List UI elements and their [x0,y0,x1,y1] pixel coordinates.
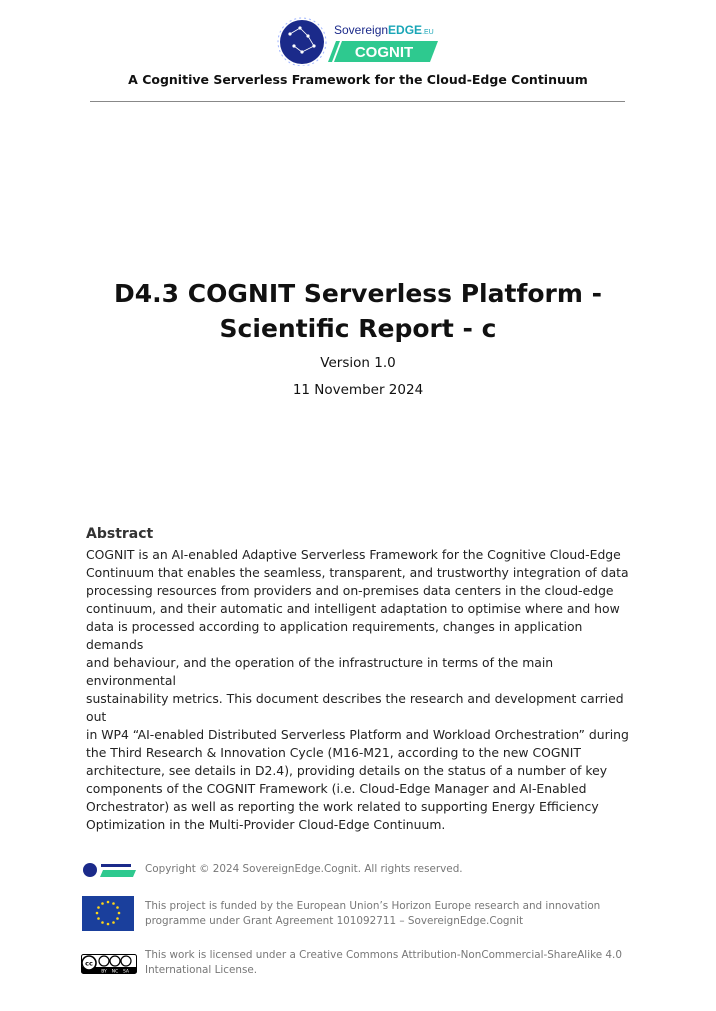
abstract-heading: Abstract [86,526,154,542]
abstract-line: components of the COGNIT Framework (i.e. Cloud-Edge Manager and AI-Enabled [86,781,587,796]
logo-cognit-text: COGNIT [354,44,414,61]
abstract-body [86,546,632,834]
title-line-2: Scientific Report - c [219,314,497,343]
funding-line-2: programme under Grant Agreement 101092711 – SovereignEdge.Cognit [145,915,524,927]
svg-text:SA: SA [122,969,130,974]
svg-text:SovereignEDGE.EU: SovereignEDGE.EU [334,23,434,37]
footer-funding [145,899,600,929]
abstract-line: and behaviour, and the operation of the infrastructure in terms of the main environmental [86,655,554,688]
sovereignedge-cognit-logo [276,16,442,66]
footer-license [145,948,622,978]
abstract-line: Continuum that enables the seamless, transparent, and trustworthy integration of data [86,565,629,580]
logo-graphic [276,16,442,66]
abstract-line: continuum, and their automatic and intelligent adaptation to optimise where and how [86,601,620,616]
svg-text:NC: NC [111,969,119,974]
svg-text:cc: cc [85,959,93,968]
abstract-line: architecture, see details in D2.4), providing details on the status of a number of key [86,763,608,778]
document-version: Version 1.0 [320,355,396,371]
funding-line-1: This project is funded by the European Union’s Horizon Europe research and innovation [145,900,601,912]
abstract-line: Optimization in the Multi-Provider Cloud-Edge Continuum. [86,817,446,832]
svg-text:BY: BY [101,969,107,974]
abstract-line: COGNIT is an AI-enabled Adaptive Serverless Framework for the Cognitive Cloud-Edge [86,547,621,562]
eu-flag-icon [82,896,134,931]
cc-license-badge [81,954,137,974]
abstract-line: Orchestrator) as well as reporting the work related to supporting Energy Efficiency [86,799,599,814]
abstract-line: processing resources from providers and on-premises data centers in the cloud-edge [86,583,614,598]
footer-small-logo [82,861,136,879]
footer-copyright: Copyright © 2024 SovereignEdge.Cognit. All rights reserved. [145,863,463,875]
license-line-2: International License. [145,964,258,976]
abstract-line: the Third Research & Innovation Cycle (M16-M21, according to the new COGNIT [86,745,581,760]
document-date: 11 November 2024 [292,382,424,398]
header-divider [90,101,625,102]
abstract-line: data is processed according to application requirements, changes in application demands [86,619,583,652]
abstract-line: in WP4 “AI-enabled Distributed Serverless Platform and Workload Orchestration” during [86,727,629,742]
title-line-1: D4.3 COGNIT Serverless Platform - [114,279,602,308]
document-title [60,276,656,346]
abstract-line: sustainability metrics. This document describes the research and development carried out [86,691,624,724]
license-line-1: This work is licensed under a Creative Commons Attribution-NonCommercial-ShareAlike 4.0 [145,949,622,961]
header-subtitle: A Cognitive Serverless Framework for the Cloud-Edge Continuum [128,72,588,87]
